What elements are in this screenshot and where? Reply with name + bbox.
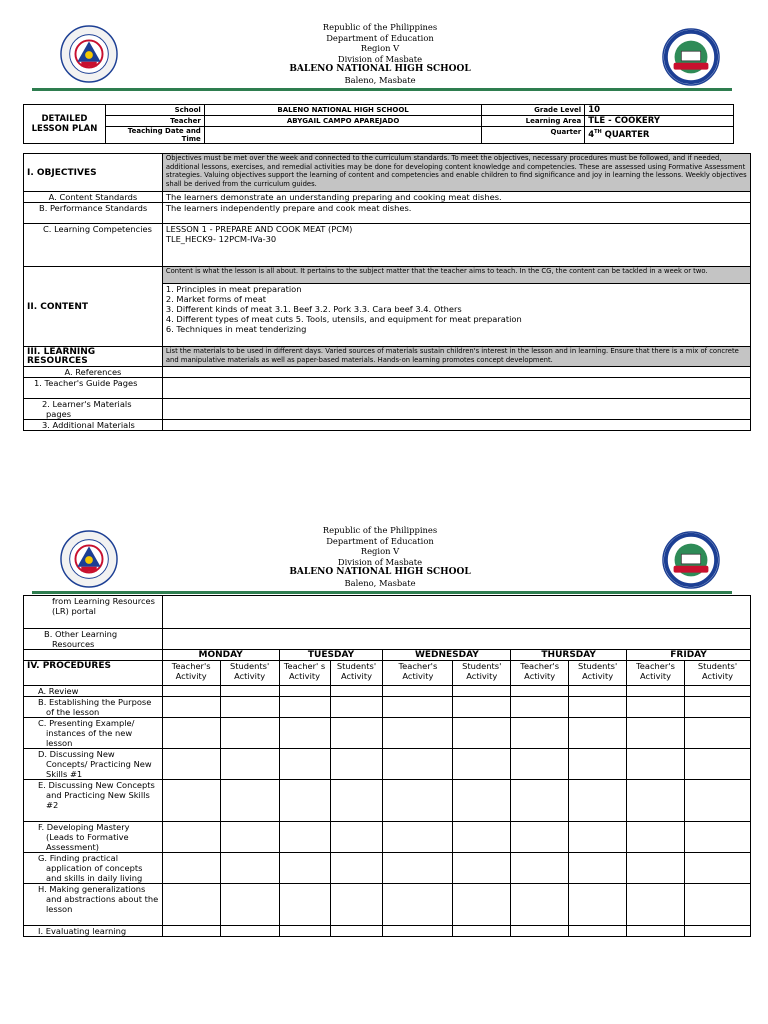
- activity-cell: [330, 697, 383, 718]
- content-item: 4. Different types of meat cuts 5. Tools, utensils, and equipment for meat preparation: [165, 314, 522, 324]
- activity-cell: [511, 780, 569, 822]
- teacher-activity-header: Teacher's Activity: [511, 661, 569, 686]
- teaching-date-label: Teaching Date and Time: [105, 127, 204, 144]
- activity-cell: [511, 884, 569, 926]
- content-item: 1. Principles in meat preparation: [165, 284, 302, 294]
- teacher-value: ABYGAIL CAMPO APAREJADO: [204, 116, 482, 127]
- activity-cell: [511, 749, 569, 780]
- objectives-table: [23, 153, 751, 431]
- activity-cell: [627, 926, 685, 937]
- activity-cell: [279, 686, 330, 697]
- activity-cell: [383, 697, 453, 718]
- activity-cell: [685, 853, 751, 884]
- activity-cell: [279, 884, 330, 926]
- school-name: BALENO NATIONAL HIGH SCHOOL: [289, 64, 471, 75]
- teachers-guide-label: 1. Teacher's Guide Pages: [24, 378, 163, 399]
- republic-line: Republic of the Philippines: [322, 525, 438, 535]
- learners-materials-value: [162, 399, 750, 420]
- activity-cell: [330, 780, 383, 822]
- header-text: [230, 525, 530, 589]
- procedure-new-skills-2-label: E. Discussing New Concepts and Practicing New Skills #2: [24, 780, 163, 822]
- learning-resources-heading: III. LEARNING RESOURCES: [24, 347, 163, 367]
- learning-competencies-label: C. Learning Competencies: [24, 224, 163, 267]
- activity-cell: [685, 822, 751, 853]
- activity-cell: [685, 686, 751, 697]
- lr-portal-value: [162, 596, 750, 629]
- activity-cell: [330, 718, 383, 749]
- procedure-application-label: G. Finding practical application of concepts and skills in daily living: [24, 853, 163, 884]
- activity-cell: [453, 718, 511, 749]
- content-item: 3. Different kinds of meat 3.1. Beef 3.2. Pork 3.3. Cara beef 3.4. Others: [165, 304, 462, 314]
- activity-cell: [220, 718, 279, 749]
- activity-cell: [220, 686, 279, 697]
- region-line: Region V: [360, 43, 400, 54]
- page-header: [0, 505, 768, 595]
- student-activity-header: Students' Activity: [453, 661, 511, 686]
- activity-cell: [569, 749, 627, 780]
- activity-cell: [511, 822, 569, 853]
- student-activity-header: Students' Activity: [685, 661, 751, 686]
- activity-cell: [627, 697, 685, 718]
- activity-cell: [383, 853, 453, 884]
- learners-materials-label: 2. Learner's Materials pages: [24, 399, 163, 420]
- activity-cell: [453, 697, 511, 718]
- activity-cell: [569, 884, 627, 926]
- activity-cell: [383, 718, 453, 749]
- activity-cell: [453, 853, 511, 884]
- activity-cell: [330, 749, 383, 780]
- activity-cell: [162, 853, 220, 884]
- activity-cell: [220, 780, 279, 822]
- quarter-label: Quarter: [482, 127, 585, 144]
- activity-cell: [627, 718, 685, 749]
- grade-label: Grade Level: [482, 105, 585, 116]
- activity-cell: [627, 686, 685, 697]
- school-name: BALENO NATIONAL HIGH SCHOOL: [289, 567, 471, 578]
- activity-cell: [383, 780, 453, 822]
- school-seal-logo: [662, 531, 720, 589]
- activity-cell: [569, 853, 627, 884]
- department-line: Department of Education: [326, 32, 434, 43]
- procedure-review-label: A. Review: [24, 686, 163, 697]
- activity-cell: [162, 926, 220, 937]
- activity-cell: [383, 822, 453, 853]
- quarter-suffix: QUARTER: [601, 129, 650, 140]
- republic-line: Republic of the Philippines: [322, 22, 438, 32]
- activity-cell: [162, 822, 220, 853]
- other-resources-label: B. Other Learning Resources: [24, 629, 163, 650]
- activity-cell: [453, 749, 511, 780]
- activity-cell: [685, 718, 751, 749]
- student-activity-header: Students' Activity: [330, 661, 383, 686]
- objectives-heading: I. OBJECTIVES: [24, 154, 163, 192]
- other-resources-value: [162, 629, 750, 650]
- school-location: Baleno, Masbate: [344, 74, 416, 85]
- activity-cell: [453, 822, 511, 853]
- days-header-spacer: [24, 650, 163, 661]
- activity-cell: [453, 686, 511, 697]
- activity-cell: [569, 686, 627, 697]
- objectives-note: Objectives must be met over the week and connected to the curriculum standards. To meet the objectives, necessary procedures must be followed, and if needed, additional lessons, exercises, and remedial activities may be done for developing content knowledge and competencies. These are assessed using Formative Assessment strategies. Valuing objectives support the learning of content and competencies and enable children to find significance and joy in learning the lessons. Weekly objectives shall be derived from the curriculum guides.: [162, 154, 750, 192]
- competency-code: TLE_HECK9- 12PCM-IVa-30: [165, 234, 277, 244]
- activity-cell: [220, 697, 279, 718]
- activity-cell: [279, 822, 330, 853]
- activity-cell: [279, 780, 330, 822]
- learning-resources-note: List the materials to be used in different days. Varied sources of materials sustain children's interest in the lesson and in learning. Ensure that there is a mix of concrete and manipulative materials as well as paper-based materials. Hands-on learning promotes concept development.: [162, 347, 750, 367]
- day-thursday: THURSDAY: [511, 650, 627, 661]
- activity-cell: [279, 749, 330, 780]
- department-line: Department of Education: [326, 535, 434, 546]
- procedure-examples-label: C. Presenting Example/ instances of the new lesson: [24, 718, 163, 749]
- activity-cell: [511, 718, 569, 749]
- activity-cell: [220, 884, 279, 926]
- teacher-activity-header: Teacher' s Activity: [279, 661, 330, 686]
- deped-seal-logo: [60, 25, 118, 83]
- content-item: 6. Techniques in meat tenderizing: [165, 324, 307, 334]
- activity-cell: [162, 749, 220, 780]
- activity-cell: [627, 780, 685, 822]
- teachers-guide-value: [162, 378, 750, 399]
- activity-cell: [330, 686, 383, 697]
- activity-cell: [453, 780, 511, 822]
- school-location: Baleno, Masbate: [344, 577, 416, 588]
- activity-cell: [279, 718, 330, 749]
- lr-portal-label: from Learning Resources (LR) portal: [24, 596, 163, 629]
- references-label: A. References: [24, 367, 163, 378]
- activity-cell: [383, 884, 453, 926]
- region-line: Region V: [360, 546, 400, 557]
- teacher-activity-header: Teacher's Activity: [162, 661, 220, 686]
- procedure-evaluation-label: I. Evaluating learning: [24, 926, 163, 937]
- deped-seal-logo: [60, 530, 118, 588]
- activity-cell: [162, 718, 220, 749]
- school-value: BALENO NATIONAL HIGH SCHOOL: [204, 105, 482, 116]
- activity-cell: [330, 926, 383, 937]
- learning-competencies-value: [162, 224, 750, 267]
- procedures-heading: IV. PROCEDURES: [24, 661, 163, 686]
- grade-value: 10: [585, 105, 734, 116]
- procedure-new-skills-1-label: D. Discussing New Concepts/ Practicing New Skills #1: [24, 749, 163, 780]
- activity-cell: [685, 926, 751, 937]
- header-divider: [32, 591, 732, 594]
- activity-cell: [511, 686, 569, 697]
- day-monday: MONDAY: [162, 650, 279, 661]
- procedures-table: [23, 595, 751, 937]
- activity-cell: [220, 853, 279, 884]
- activity-cell: [511, 853, 569, 884]
- activity-cell: [627, 884, 685, 926]
- activity-cell: [511, 926, 569, 937]
- content-list: [162, 284, 750, 347]
- division-line: Division of Masbate: [337, 53, 423, 64]
- activity-cell: [569, 697, 627, 718]
- day-friday: FRIDAY: [627, 650, 751, 661]
- procedure-generalization-label: H. Making generalizations and abstractions about the lesson: [24, 884, 163, 926]
- quarter-superscript: TH: [594, 129, 602, 135]
- performance-standards-label: B. Performance Standards: [24, 203, 163, 224]
- activity-cell: [627, 749, 685, 780]
- additional-materials-label: 3. Additional Materials: [24, 420, 163, 431]
- activity-cell: [569, 780, 627, 822]
- activity-cell: [685, 697, 751, 718]
- activity-cell: [279, 926, 330, 937]
- activity-cell: [383, 686, 453, 697]
- activity-cell: [279, 853, 330, 884]
- procedure-mastery-label: F. Developing Mastery (Leads to Formative Assessment): [24, 822, 163, 853]
- content-note: Content is what the lesson is all about. It pertains to the subject matter that the teacher aims to teach. In the CG, the content can be tackled in a week or two.: [162, 267, 750, 284]
- quarter-value: [585, 127, 734, 144]
- teacher-activity-header: Teacher's Activity: [627, 661, 685, 686]
- activity-cell: [162, 697, 220, 718]
- page-header: [0, 0, 768, 90]
- school-label: School: [105, 105, 204, 116]
- activity-cell: [627, 822, 685, 853]
- student-activity-header: Students' Activity: [220, 661, 279, 686]
- additional-materials-value: [162, 420, 750, 431]
- learning-area-value: TLE - COOKERY: [585, 116, 734, 127]
- procedure-purpose-label: B. Establishing the Purpose of the lesson: [24, 697, 163, 718]
- activity-cell: [220, 749, 279, 780]
- quarter-number: 4: [588, 129, 595, 140]
- lesson-info-table: [23, 104, 734, 144]
- content-standards-label: A. Content Standards: [24, 192, 163, 203]
- activity-cell: [279, 697, 330, 718]
- day-wednesday: WEDNESDAY: [383, 650, 511, 661]
- activity-cell: [162, 780, 220, 822]
- activity-cell: [685, 884, 751, 926]
- activity-cell: [685, 749, 751, 780]
- competency-lesson: LESSON 1 - PREPARE AND COOK MEAT (PCM): [165, 224, 353, 234]
- learning-area-label: Learning Area: [482, 116, 585, 127]
- activity-cell: [569, 926, 627, 937]
- activity-cell: [569, 718, 627, 749]
- teaching-date-value: [204, 127, 482, 144]
- activity-cell: [330, 822, 383, 853]
- references-value: [162, 367, 750, 378]
- content-heading: II. CONTENT: [24, 267, 163, 347]
- content-item: 2. Market forms of meat: [165, 294, 267, 304]
- activity-cell: [330, 853, 383, 884]
- teacher-label: Teacher: [105, 116, 204, 127]
- activity-cell: [162, 884, 220, 926]
- activity-cell: [220, 926, 279, 937]
- activity-cell: [453, 884, 511, 926]
- header-text: [230, 22, 530, 86]
- header-divider: [32, 88, 732, 91]
- lesson-plan-title: DETAILED LESSON PLAN: [24, 105, 106, 144]
- activity-cell: [220, 822, 279, 853]
- day-tuesday: TUESDAY: [279, 650, 383, 661]
- activity-cell: [511, 697, 569, 718]
- activity-cell: [453, 926, 511, 937]
- content-standards-value: The learners demonstrate an understanding preparing and cooking meat dishes.: [162, 192, 750, 203]
- activity-cell: [685, 780, 751, 822]
- performance-standards-value: The learners independently prepare and cook meat dishes.: [162, 203, 750, 224]
- activity-cell: [162, 686, 220, 697]
- student-activity-header: Students' Activity: [569, 661, 627, 686]
- activity-cell: [627, 853, 685, 884]
- teacher-activity-header: Teacher's Activity: [383, 661, 453, 686]
- school-seal-logo: [662, 28, 720, 86]
- activity-cell: [330, 884, 383, 926]
- activity-cell: [383, 926, 453, 937]
- activity-cell: [383, 749, 453, 780]
- activity-cell: [569, 822, 627, 853]
- division-line: Division of Masbate: [337, 556, 423, 567]
